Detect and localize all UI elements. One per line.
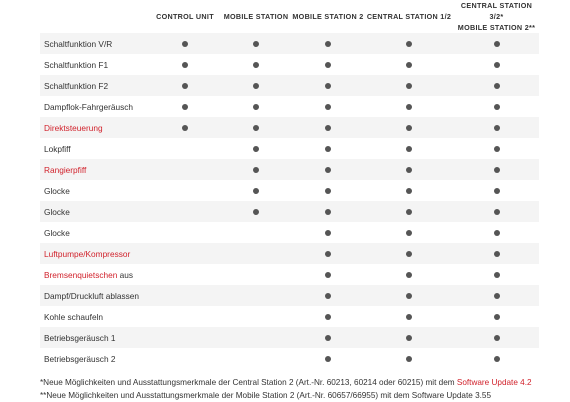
column-header-line1: CONTROL UNIT: [156, 12, 214, 21]
column-header: [220, 0, 292, 33]
supported-dot-icon: [494, 41, 500, 47]
supported-dot-icon: [325, 83, 331, 89]
table-row: [40, 243, 539, 264]
function-name: Lokpfiff: [44, 143, 71, 154]
supported-dot-icon: [406, 167, 412, 173]
support-cell: [364, 285, 454, 306]
supported-dot-icon: [406, 83, 412, 89]
support-cell: [292, 201, 364, 222]
supported-dot-icon: [494, 167, 500, 173]
footnote-2: **Neue Möglichkeiten und Ausstattungsmerkmale der Mobile Station 2 (Art.-Nr. 60657/66955) mit dem Software Update 3.55: [40, 391, 492, 400]
supported-dot-icon: [253, 209, 259, 215]
support-cell: [220, 75, 292, 96]
function-table-container: [40, 0, 536, 369]
supported-dot-icon: [406, 125, 412, 131]
support-cell: [454, 285, 539, 306]
support-cell: [150, 180, 220, 201]
support-cell: [150, 222, 220, 243]
table-row: [40, 348, 539, 369]
support-cell: [220, 159, 292, 180]
support-cell: [292, 348, 364, 369]
supported-dot-icon: [406, 209, 412, 215]
support-cell: [364, 222, 454, 243]
supported-dot-icon: [406, 146, 412, 152]
support-cell: [364, 159, 454, 180]
support-cell: [292, 285, 364, 306]
table-row: [40, 33, 539, 54]
function-name: Betriebsgeräusch 1: [44, 332, 116, 343]
supported-dot-icon: [325, 188, 331, 194]
table-row: [40, 306, 539, 327]
support-cell: [292, 243, 364, 264]
row-label: [40, 264, 150, 285]
software-update-4-2-link[interactable]: Software Update 4.2: [456, 378, 532, 387]
column-header-line1: CENTRAL STATION 3/2*: [460, 1, 533, 21]
function-link[interactable]: Rangierpfiff: [44, 164, 87, 175]
supported-dot-icon: [325, 209, 331, 215]
footnote-1-text: *Neue Möglichkeiten und Ausstattungsmerkmale der Central Station 2 (Art.-Nr. 60213, 60214 oder 60215) mit dem: [40, 378, 457, 387]
support-cell: [364, 75, 454, 96]
support-cell: [364, 117, 454, 138]
supported-dot-icon: [325, 251, 331, 257]
header-label-column: [40, 0, 150, 33]
supported-dot-icon: [253, 146, 259, 152]
support-cell: [220, 138, 292, 159]
column-header-line2: MOBILE STATION 2**: [457, 23, 536, 32]
support-cell: [150, 285, 220, 306]
supported-dot-icon: [494, 314, 500, 320]
function-name-suffix: aus: [117, 269, 134, 280]
table-row: [40, 201, 539, 222]
supported-dot-icon: [182, 83, 188, 89]
supported-dot-icon: [406, 272, 412, 278]
footnotes: [40, 376, 560, 402]
support-cell: [292, 306, 364, 327]
support-cell: [292, 117, 364, 138]
row-label: [40, 75, 150, 96]
function-name: Glocke: [44, 206, 70, 217]
support-cell: [220, 201, 292, 222]
supported-dot-icon: [325, 230, 331, 236]
supported-dot-icon: [253, 188, 259, 194]
supported-dot-icon: [325, 356, 331, 362]
support-cell: [454, 33, 539, 54]
supported-dot-icon: [253, 125, 259, 131]
support-cell: [150, 138, 220, 159]
column-header-line1: MOBILE STATION 2: [292, 12, 364, 21]
function-name: Betriebsgeräusch 2: [44, 353, 116, 364]
support-cell: [454, 54, 539, 75]
row-label: [40, 243, 150, 264]
supported-dot-icon: [253, 104, 259, 110]
supported-dot-icon: [406, 251, 412, 257]
support-cell: [454, 201, 539, 222]
supported-dot-icon: [406, 335, 412, 341]
supported-dot-icon: [253, 62, 259, 68]
function-name: Kohle schaufeln: [44, 311, 104, 322]
supported-dot-icon: [406, 62, 412, 68]
supported-dot-icon: [494, 188, 500, 194]
support-cell: [364, 348, 454, 369]
supported-dot-icon: [325, 146, 331, 152]
supported-dot-icon: [182, 41, 188, 47]
supported-dot-icon: [325, 293, 331, 299]
support-cell: [454, 222, 539, 243]
table-row: [40, 222, 539, 243]
support-cell: [150, 306, 220, 327]
support-cell: [150, 117, 220, 138]
support-cell: [364, 201, 454, 222]
support-cell: [150, 159, 220, 180]
supported-dot-icon: [494, 251, 500, 257]
table-row: [40, 75, 539, 96]
supported-dot-icon: [494, 125, 500, 131]
supported-dot-icon: [406, 314, 412, 320]
support-cell: [150, 201, 220, 222]
function-name: Dampf/Druckluft ablassen: [44, 290, 139, 301]
support-cell: [454, 348, 539, 369]
supported-dot-icon: [182, 104, 188, 110]
supported-dot-icon: [494, 335, 500, 341]
support-cell: [364, 180, 454, 201]
supported-dot-icon: [325, 335, 331, 341]
supported-dot-icon: [325, 62, 331, 68]
table-body: [40, 33, 539, 369]
support-cell: [150, 348, 220, 369]
support-cell: [220, 54, 292, 75]
row-label: [40, 180, 150, 201]
row-label: [40, 348, 150, 369]
function-name: Glocke: [44, 227, 70, 238]
supported-dot-icon: [325, 41, 331, 47]
supported-dot-icon: [325, 272, 331, 278]
support-cell: [150, 54, 220, 75]
supported-dot-icon: [182, 62, 188, 68]
supported-dot-icon: [494, 62, 500, 68]
support-cell: [364, 33, 454, 54]
supported-dot-icon: [325, 125, 331, 131]
support-cell: [454, 327, 539, 348]
supported-dot-icon: [494, 209, 500, 215]
row-label: [40, 33, 150, 54]
support-cell: [150, 243, 220, 264]
function-name: Dampflok-Fahrgeräusch: [44, 101, 133, 112]
table-row: [40, 285, 539, 306]
supported-dot-icon: [494, 272, 500, 278]
supported-dot-icon: [494, 230, 500, 236]
support-cell: [220, 180, 292, 201]
supported-dot-icon: [494, 356, 500, 362]
support-cell: [454, 180, 539, 201]
support-cell: [454, 96, 539, 117]
supported-dot-icon: [325, 104, 331, 110]
support-cell: [364, 54, 454, 75]
supported-dot-icon: [253, 41, 259, 47]
support-cell: [292, 33, 364, 54]
support-cell: [220, 117, 292, 138]
support-cell: [220, 327, 292, 348]
supported-dot-icon: [494, 293, 500, 299]
supported-dot-icon: [406, 188, 412, 194]
footnote-1: [40, 376, 560, 389]
row-label: [40, 201, 150, 222]
row-label: [40, 306, 150, 327]
support-cell: [292, 180, 364, 201]
support-cell: [292, 96, 364, 117]
support-cell: [220, 96, 292, 117]
supported-dot-icon: [406, 104, 412, 110]
support-cell: [364, 327, 454, 348]
support-cell: [150, 264, 220, 285]
supported-dot-icon: [253, 83, 259, 89]
function-name: Schaltfunktion V/R: [44, 38, 113, 49]
row-label: [40, 222, 150, 243]
support-cell: [292, 222, 364, 243]
support-cell: [364, 264, 454, 285]
support-cell: [292, 138, 364, 159]
support-cell: [454, 159, 539, 180]
supported-dot-icon: [325, 314, 331, 320]
support-cell: [454, 306, 539, 327]
support-cell: [220, 285, 292, 306]
function-compatibility-table: [40, 0, 539, 369]
support-cell: [454, 75, 539, 96]
supported-dot-icon: [406, 293, 412, 299]
support-cell: [454, 243, 539, 264]
row-label: [40, 159, 150, 180]
row-label: [40, 285, 150, 306]
support-cell: [292, 54, 364, 75]
function-link[interactable]: Bremsenquietschen: [44, 269, 118, 280]
support-cell: [220, 306, 292, 327]
table-row: [40, 138, 539, 159]
support-cell: [364, 138, 454, 159]
column-header: [454, 0, 539, 33]
support-cell: [292, 159, 364, 180]
column-header-line1: MOBILE STATION: [223, 12, 289, 21]
support-cell: [220, 348, 292, 369]
column-header-line1: CENTRAL STATION 1/2: [366, 12, 452, 21]
supported-dot-icon: [494, 83, 500, 89]
support-cell: [220, 222, 292, 243]
support-cell: [454, 264, 539, 285]
table-row: [40, 96, 539, 117]
supported-dot-icon: [406, 356, 412, 362]
support-cell: [364, 306, 454, 327]
function-link[interactable]: Direktsteuerung: [44, 122, 103, 133]
row-label: [40, 117, 150, 138]
support-cell: [150, 327, 220, 348]
support-cell: [220, 243, 292, 264]
row-label: [40, 138, 150, 159]
support-cell: [220, 33, 292, 54]
function-name: Glocke: [44, 185, 70, 196]
row-label: [40, 96, 150, 117]
supported-dot-icon: [325, 167, 331, 173]
table-row: [40, 54, 539, 75]
column-header: [292, 0, 364, 33]
table-row: [40, 327, 539, 348]
table-row: [40, 180, 539, 201]
table-row: [40, 264, 539, 285]
header-row: [40, 0, 539, 33]
column-header: [364, 0, 454, 33]
supported-dot-icon: [253, 167, 259, 173]
row-label: [40, 54, 150, 75]
support-cell: [150, 33, 220, 54]
function-name: Schaltfunktion F2: [44, 80, 109, 91]
support-cell: [150, 96, 220, 117]
support-cell: [454, 138, 539, 159]
supported-dot-icon: [406, 41, 412, 47]
table-row: [40, 117, 539, 138]
support-cell: [292, 264, 364, 285]
row-label: [40, 327, 150, 348]
support-cell: [220, 264, 292, 285]
table-row: [40, 159, 539, 180]
supported-dot-icon: [406, 230, 412, 236]
support-cell: [364, 243, 454, 264]
support-cell: [150, 75, 220, 96]
table-header: [40, 0, 539, 33]
support-cell: [292, 327, 364, 348]
support-cell: [364, 96, 454, 117]
function-link[interactable]: Luftpumpe/Kompressor: [44, 248, 131, 259]
supported-dot-icon: [182, 125, 188, 131]
support-cell: [454, 117, 539, 138]
supported-dot-icon: [494, 104, 500, 110]
support-cell: [292, 75, 364, 96]
column-header: [150, 0, 220, 33]
function-name: Schaltfunktion F1: [44, 59, 109, 70]
supported-dot-icon: [494, 146, 500, 152]
